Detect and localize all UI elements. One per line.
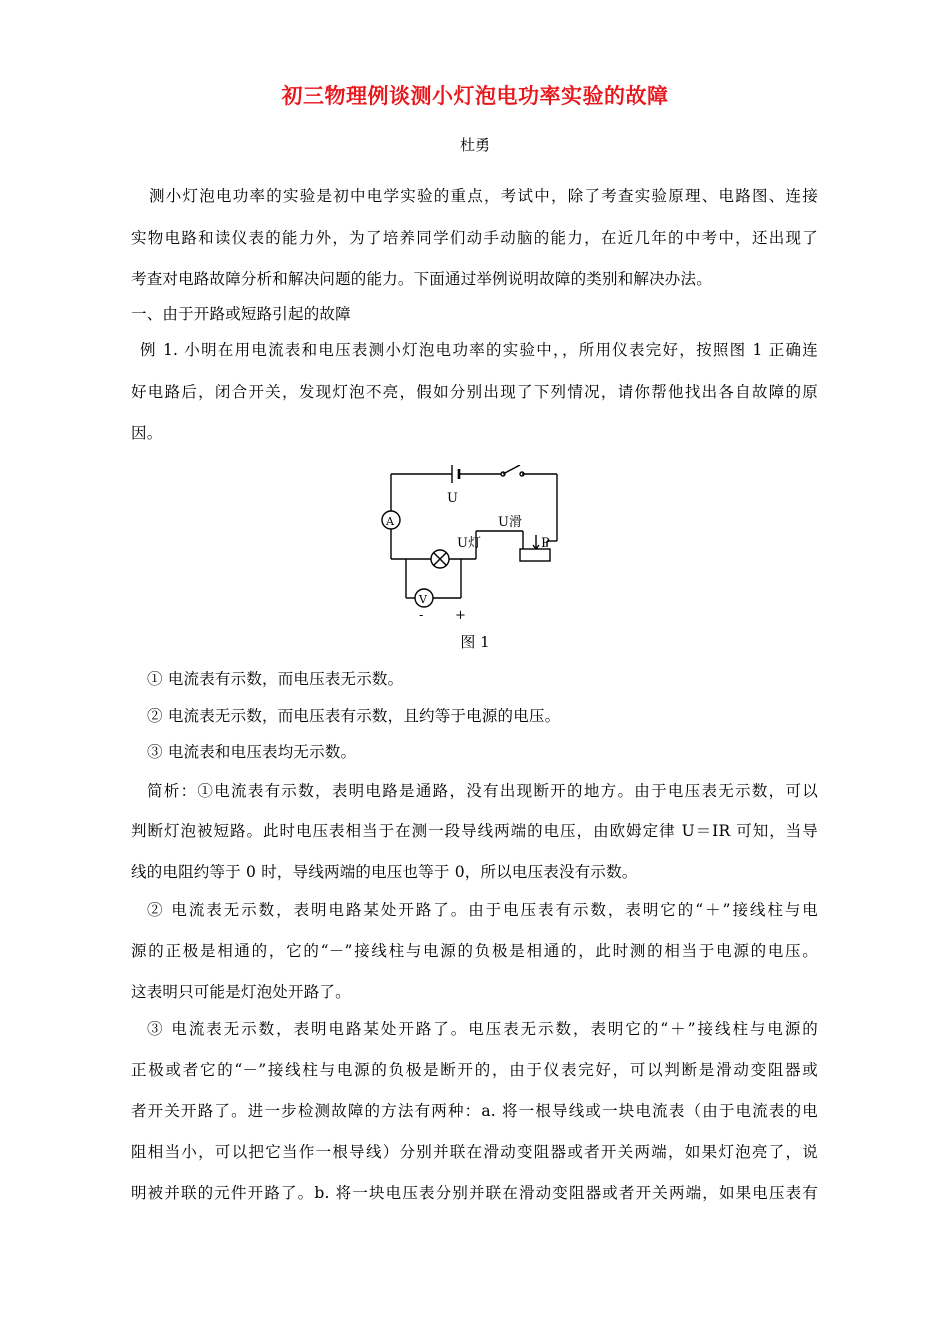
intro-line-2: 实物电路和读仪表的能力外，为了培养同学们动手动脑的能力，在近几年的中考中，还出现了: [131, 229, 818, 247]
label-minus: -: [419, 608, 424, 623]
label-ammeter: A: [386, 515, 394, 528]
case-3: ③ 电流表和电压表均无示数。: [147, 743, 357, 761]
analysis2-line-1: ② 电流表无示数，表明电路某处开路了。由于电压表有示数，表明它的“＋”接线柱与电: [147, 901, 818, 919]
analysis2-line-3: 这表明只可能是灯泡处开路了。: [131, 983, 351, 1001]
example-line-3: 因。: [131, 424, 163, 442]
section-heading: 一、由于开路或短路引起的故障: [131, 305, 351, 323]
intro-line-1: 测小灯泡电功率的实验是初中电学实验的重点，考试中，除了考查实验原理、电路图、连接: [149, 187, 818, 205]
label-p: P: [541, 536, 550, 551]
analysis2-line-2: 源的正极是相通的，它的“－”接线柱与电源的负极是相通的，此时测的相当于电源的电压。: [131, 942, 818, 960]
example-line-1: 例 1. 小明在用电流表和电压表测小灯泡电功率的实验中，，所用仪表完好，按照图 1 正确连: [140, 341, 818, 359]
analysis1-line-1: 简析：①电流表有示数，表明电路是通路，没有出现断开的地方。由于电压表无示数，可以: [147, 782, 818, 800]
intro-line-3: 考查对电路故障分析和解决问题的能力。下面通过举例说明故障的类别和解决办法。: [131, 270, 712, 288]
label-plus: +: [455, 608, 466, 623]
page-title: 初三物理例谈测小灯泡电功率实验的故障: [281, 83, 669, 108]
analysis3-line-1: ③ 电流表无示数，表明电路某处开路了。电压表无示数，表明它的“＋”接线柱与电源的: [147, 1020, 818, 1038]
analysis3-line-5: 明被并联的元件开路了。b. 将一块电压表分别并联在滑动变阻器或者开关两端，如果电压表有: [131, 1184, 818, 1202]
label-u: U: [447, 491, 458, 506]
label-u-slide: U滑: [498, 515, 522, 530]
analysis1-line-2: 判断灯泡被短路。此时电压表相当于在测一段导线两端的电压，由欧姆定律 U＝IR 可知，当导: [131, 822, 818, 840]
analysis3-line-2: 正极或者它的“－”接线柱与电源的负极是断开的，由于仪表完好，可以判断是滑动变阻器或: [131, 1061, 818, 1079]
label-u-lamp: U灯: [457, 536, 481, 551]
case-1: ① 电流表有示数，而电压表无示数。: [147, 670, 404, 688]
example-line-2: 好电路后，闭合开关，发现灯泡不亮，假如分别出现了下列情况，请你帮他找出各自故障的原: [131, 383, 818, 401]
figure-caption: 图 1: [460, 633, 490, 651]
analysis1-line-3: 线的电阻约等于 0 时，导线两端的电压也等于 0，所以电压表没有示数。: [131, 863, 638, 881]
analysis3-line-3: 者开关开路了。进一步检测故障的方法有两种：a. 将一根导线或一块电流表（由于电流表的电: [131, 1102, 818, 1120]
label-voltmeter: V: [419, 593, 427, 606]
circuit-diagram: [360, 465, 580, 625]
case-2: ② 电流表无示数，而电压表有示数，且约等于电源的电压。: [147, 707, 561, 725]
author: 杜勇: [459, 136, 490, 154]
analysis3-line-4: 阻相当小，可以把它当作一根导线）分别并联在滑动变阻器或者开关两端，如果灯泡亮了，说: [131, 1143, 818, 1161]
